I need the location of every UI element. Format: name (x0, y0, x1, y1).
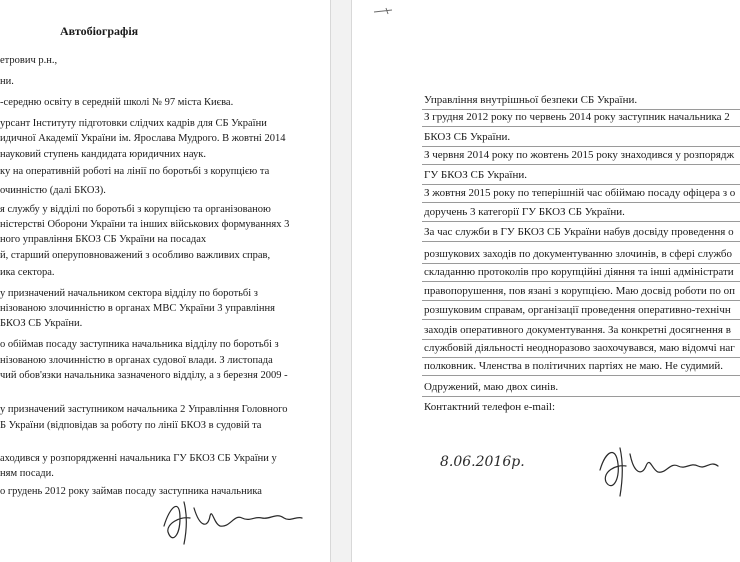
text-line: ністерстві Оборони України та інших військових формуваннях 3 (0, 219, 290, 230)
ruled-line (422, 339, 740, 340)
text-line: БКОЗ СБ України. (0, 318, 83, 329)
text-line: службовій діяльності неодноразово заохочувався, маю відомчі наг (424, 342, 735, 354)
text-line: аходився у розпорядженні начальника ГУ БКОЗ СБ України у (0, 453, 277, 464)
ruled-line (422, 300, 740, 301)
ruled-line (422, 202, 740, 203)
ruled-line (422, 146, 740, 147)
text-line: науковий ступень кандидата юридичних наук. (0, 149, 207, 160)
text-line: Б України (відповідав за роботу по лінії БКОЗ в судовій та (0, 420, 262, 431)
ruled-line (422, 109, 740, 110)
ruled-line (422, 164, 740, 165)
text-line: розшукових заходів по документуванню злочинів, в сфері службо (424, 248, 733, 260)
text-line: заходів оперативного документування. За конкретні досягнення в (424, 324, 731, 336)
text-line: правопорушення, пов язані з корупцією. Маю досвід роботи по оп (424, 285, 736, 297)
text-line: За час служби в ГУ БКОЗ СБ України набув досвіду проведення о (424, 226, 734, 238)
ruled-line (422, 396, 740, 397)
date-text: 8.06.2016р. (440, 454, 525, 470)
text-line: ГУ БКОЗ СБ України. (424, 169, 528, 181)
page-gutter (330, 0, 352, 562)
text-line: нізованою злочинністю в органах судової влади. З листопада (0, 355, 273, 366)
text-line: о обіймав посаду заступника начальника відділу по боротьбі з (0, 339, 279, 350)
text-line: Контактний телефон e-mail: (424, 401, 556, 413)
ruled-line (422, 126, 740, 127)
text-line: й, старший оперуповноважений з особливо важливих справ, (0, 250, 271, 261)
text-line: З грудня 2012 року по червень 2014 року заступник начальника 2 (424, 111, 730, 123)
text-line: ного управління БКОЗ СБ України на посадах (0, 234, 207, 245)
text-line: чий обов'язки начальника зазначеного відділу, а з березня 2009 - (0, 370, 288, 381)
text-line: у призначений заступником начальника 2 Управління Головного (0, 404, 288, 415)
text-line: Управління внутрішньої безпеки СБ України. (424, 94, 638, 106)
signature (590, 440, 730, 500)
document-title: Автобіографія (60, 24, 139, 38)
handwritten-date (438, 446, 528, 472)
ruled-line (422, 241, 740, 242)
ruled-line (422, 263, 740, 264)
text-line: складанню протоколів про корупційні діяння та інші адміністрати (424, 266, 734, 278)
text-line: ика сектора. (0, 267, 55, 278)
signature (150, 488, 310, 548)
text-line: доручень 3 категорії ГУ БКОЗ СБ України. (424, 206, 625, 218)
text-line: нізованою злочинністю в органах МВС України 3 управління (0, 303, 276, 314)
text-line: ку на оперативній роботі на лінії по боротьбі з корупцією та (0, 166, 270, 177)
text-line: у призначений начальником сектора відділу по боротьбі з (0, 288, 258, 299)
text-line: З жовтня 2015 року по теперішній час обіймаю посаду офіцера з о (424, 187, 736, 199)
text-line: етрович р.н., (0, 55, 58, 66)
text-line: розшуковим справам, організації проведення оперативно-технічн (424, 304, 731, 316)
text-line: -середню освіту в середній школі № 97 міста Києва. (0, 97, 234, 108)
ruled-line (422, 221, 740, 222)
text-line: полковник. Членства в політичних партіях не маю. Не судимий. (424, 360, 723, 372)
text-line: Одружений, маю двох синів. (424, 381, 559, 393)
text-line: идичної Академії України ім. Ярослава Мудрого. В жовтні 2014 (0, 133, 286, 144)
text-line: очинністю (далі БКОЗ). (0, 185, 106, 196)
text-line: я службу у відділі по боротьбі з корупцією та організованою (0, 204, 271, 215)
ruled-line (422, 281, 740, 282)
text-line: ням посади. (0, 468, 54, 479)
ruled-line (422, 357, 740, 358)
right-page (352, 0, 740, 562)
ruled-line (422, 184, 740, 185)
text-line: БКОЗ СБ України. (424, 131, 511, 143)
pen-mark (372, 6, 396, 16)
ruled-line (422, 319, 740, 320)
text-line: урсант Інституту підготовки слідчих кадрів для СБ України (0, 118, 267, 129)
left-page (0, 0, 330, 562)
ruled-line (422, 375, 740, 376)
text-line: ни. (0, 76, 14, 87)
text-line: З червня 2014 року по жовтень 2015 року знаходився у розпорядж (424, 149, 735, 161)
text-line: о грудень 2012 року займав посаду заступника начальника (0, 486, 262, 497)
